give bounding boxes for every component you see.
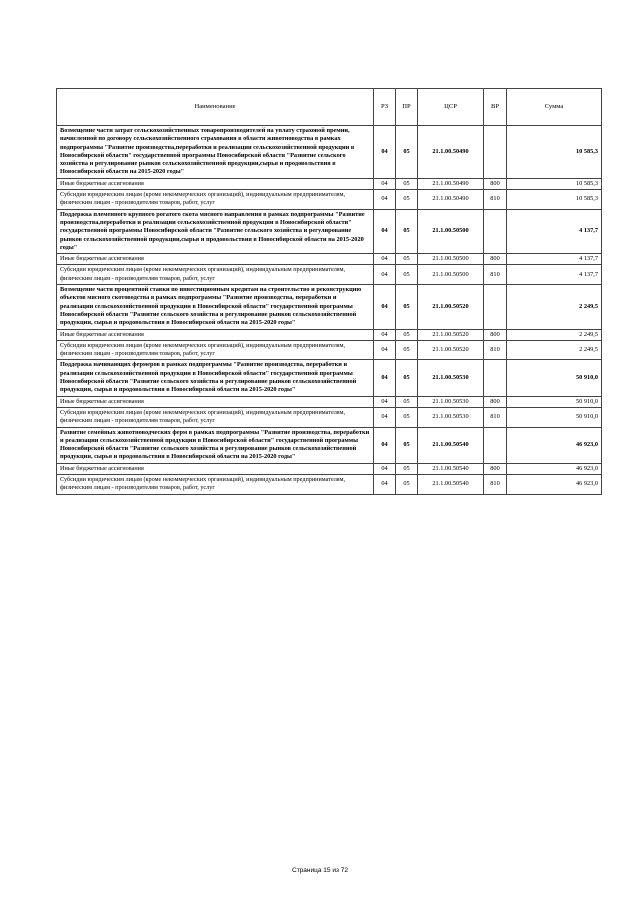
row-vr — [484, 360, 507, 396]
row-vr: 810 — [484, 340, 507, 360]
row-name: Поддержка племенного крупного рогатого скота мясного направления в рамках подпрограммы "Развитие производства,переработки и реализации сельскохозяйственной продукции в Новосибирской области" государственной программы Новосибирской области "Развитие сельского хозяйства и регулирование рынков сельскохозяйственной продукции,сырья и продовольствия в Новосибирской области на 2015-2020 годы" — [57, 209, 374, 253]
row-sum: 10 585,3 — [507, 190, 602, 210]
row-pr: 05 — [396, 190, 418, 210]
table-row — [57, 340, 602, 360]
header-vr: ВР — [484, 89, 507, 126]
row-rz: 04 — [374, 329, 396, 340]
row-csr: 21.1.00.50500 — [418, 254, 484, 265]
row-vr: 800 — [484, 178, 507, 189]
row-vr — [484, 427, 507, 463]
row-rz: 04 — [374, 285, 396, 329]
row-pr: 05 — [396, 178, 418, 189]
table-row — [57, 126, 602, 179]
row-pr: 05 — [396, 407, 418, 427]
row-sum: 4 137,7 — [507, 265, 602, 285]
row-name: Возмещение части затрат сельскохозяйственных товаропроизводителей на уплату страховой премии, начисленной по договору сельскохозяйственного страхования в области животноводства в рамках подпрограммы "Развитие производства,переработки и реализации сельскохозяйственной продукции в Новосибирской области" государственной программы Новосибирской области "Развитие сельского хозяйства и регулирование рынков сельскохозяйственной продукции,сырья и продовольствия в Новосибирской области на 2015-2020 годы" — [57, 126, 374, 179]
row-pr: 05 — [396, 463, 418, 474]
row-sum: 50 910,0 — [507, 407, 602, 427]
row-name: Развитие семейных животноводческих ферм в рамках подпрограммы "Развитие производства, переработки и реализации сельскохозяйственной продукции в Новосибирской области" государственной программы Новосибирской области "Развитие сельского хозяйства и регулирование рынков сельскохозяйственной продукции, сырья и продовольствия в Новосибирской области на 2015-2020 годы" — [57, 427, 374, 463]
row-csr: 21.1.00.50530 — [418, 407, 484, 427]
row-pr: 05 — [396, 254, 418, 265]
row-csr: 21.1.00.50500 — [418, 209, 484, 253]
row-vr: 810 — [484, 265, 507, 285]
row-vr: 800 — [484, 463, 507, 474]
row-name: Иные бюджетные ассигнования — [57, 178, 374, 189]
row-sum: 50 910,0 — [507, 360, 602, 396]
row-sum: 10 585,3 — [507, 178, 602, 189]
row-vr: 810 — [484, 407, 507, 427]
row-sum: 46 923,0 — [507, 474, 602, 494]
row-pr: 05 — [396, 396, 418, 407]
row-rz: 04 — [374, 396, 396, 407]
table-row — [57, 178, 602, 189]
row-csr: 21.1.00.50530 — [418, 396, 484, 407]
row-rz: 04 — [374, 407, 396, 427]
row-pr: 05 — [396, 209, 418, 253]
row-sum: 2 249,5 — [507, 329, 602, 340]
header-csr: ЦСР — [418, 89, 484, 126]
row-csr: 21.1.00.50540 — [418, 427, 484, 463]
row-csr: 21.1.00.50500 — [418, 265, 484, 285]
row-name: Субсидии юридическим лицам (кроме некоммерческих организаций), индивидуальным предпринимателям, физическим лицам - производителям товаров, работ, услуг — [57, 407, 374, 427]
row-pr: 05 — [396, 340, 418, 360]
row-rz: 04 — [374, 126, 396, 179]
page-number: Страница 15 из 72 — [292, 867, 348, 874]
table-row — [57, 396, 602, 407]
row-csr: 21.1.00.50520 — [418, 340, 484, 360]
header-pr: ПР — [396, 89, 418, 126]
table-row — [57, 265, 602, 285]
table-row — [57, 360, 602, 396]
header-rz: РЗ — [374, 89, 396, 126]
row-vr — [484, 209, 507, 253]
row-csr: 21.1.00.50540 — [418, 474, 484, 494]
row-csr: 21.1.00.50540 — [418, 463, 484, 474]
row-sum: 46 923,0 — [507, 463, 602, 474]
row-sum: 4 137,7 — [507, 254, 602, 265]
row-pr: 05 — [396, 427, 418, 463]
header-sum: Сумма — [507, 89, 602, 126]
row-vr: 800 — [484, 396, 507, 407]
row-rz: 04 — [374, 254, 396, 265]
table-row — [57, 209, 602, 253]
row-csr: 21.1.00.50490 — [418, 126, 484, 179]
row-name: Иные бюджетные ассигнования — [57, 254, 374, 265]
row-csr: 21.1.00.50520 — [418, 285, 484, 329]
row-rz: 04 — [374, 360, 396, 396]
row-sum: 50 910,0 — [507, 396, 602, 407]
header-name: Наименование — [57, 89, 374, 126]
row-vr: 800 — [484, 254, 507, 265]
row-pr: 05 — [396, 265, 418, 285]
row-rz: 04 — [374, 178, 396, 189]
row-csr: 21.1.00.50520 — [418, 329, 484, 340]
row-sum: 2 249,5 — [507, 340, 602, 360]
row-name: Субсидии юридическим лицам (кроме некоммерческих организаций), индивидуальным предпринимателям, физическим лицам - производителям товаров, работ, услуг — [57, 190, 374, 210]
table-row — [57, 463, 602, 474]
table-row — [57, 329, 602, 340]
row-sum: 10 585,3 — [507, 126, 602, 179]
table-row — [57, 407, 602, 427]
row-rz: 04 — [374, 265, 396, 285]
row-pr: 05 — [396, 474, 418, 494]
row-name: Субсидии юридическим лицам (кроме некоммерческих организаций), индивидуальным предпринимателям, физическим лицам - производителям товаров, работ, услуг — [57, 340, 374, 360]
table-header-row — [57, 89, 602, 126]
table-row — [57, 427, 602, 463]
row-sum: 2 249,5 — [507, 285, 602, 329]
table-row — [57, 285, 602, 329]
row-rz: 04 — [374, 463, 396, 474]
table-row — [57, 254, 602, 265]
row-name: Поддержка начинающих фермеров в рамках подпрограммы "Развитие производства, переработки и реализации сельскохозяйственной продукции в Новосибирской области" государственной программы Новосибирской области "Развитие сельского хозяйства и регулирование рынков сельскохозяйственной продукции, сырья и продовольствия в Новосибирской области на 2015-2020 годы" — [57, 360, 374, 396]
row-vr: 800 — [484, 329, 507, 340]
table-row — [57, 474, 602, 494]
row-rz: 04 — [374, 340, 396, 360]
row-sum: 46 923,0 — [507, 427, 602, 463]
row-vr: 810 — [484, 190, 507, 210]
row-csr: 21.1.00.50490 — [418, 190, 484, 210]
table-row — [57, 190, 602, 210]
row-name: Иные бюджетные ассигнования — [57, 396, 374, 407]
row-vr — [484, 285, 507, 329]
row-name: Субсидии юридическим лицам (кроме некоммерческих организаций), индивидуальным предпринимателям, физическим лицам - производителям товаров, работ, услуг — [57, 474, 374, 494]
row-pr: 05 — [396, 126, 418, 179]
row-csr: 21.1.00.50490 — [418, 178, 484, 189]
budget-table — [56, 88, 602, 495]
row-rz: 04 — [374, 190, 396, 210]
row-pr: 05 — [396, 360, 418, 396]
row-rz: 04 — [374, 474, 396, 494]
row-name: Возмещение части процентной ставки по инвестиционным кредитам на строительство и реконструкцию объектов мясного скотоводства в рамках подпрограммы "Развитие производства, переработки и реализации сельскохозяйственной продукции в Новосибирской области" государственной программы Новосибирской области "Развитие сельского хозяйства и регулирование рынков сельскохозяйственной продукции, сырья и продовольствия в Новосибирской области на 2015-2020 годы" — [57, 285, 374, 329]
row-pr: 05 — [396, 285, 418, 329]
row-rz: 04 — [374, 427, 396, 463]
row-name: Иные бюджетные ассигнования — [57, 463, 374, 474]
row-name: Иные бюджетные ассигнования — [57, 329, 374, 340]
row-name: Субсидии юридическим лицам (кроме некоммерческих организаций), индивидуальным предпринимателям, физическим лицам - производителям товаров, работ, услуг — [57, 265, 374, 285]
row-sum: 4 137,7 — [507, 209, 602, 253]
row-pr: 05 — [396, 329, 418, 340]
row-vr — [484, 126, 507, 179]
row-csr: 21.1.00.50530 — [418, 360, 484, 396]
row-vr: 810 — [484, 474, 507, 494]
row-rz: 04 — [374, 209, 396, 253]
